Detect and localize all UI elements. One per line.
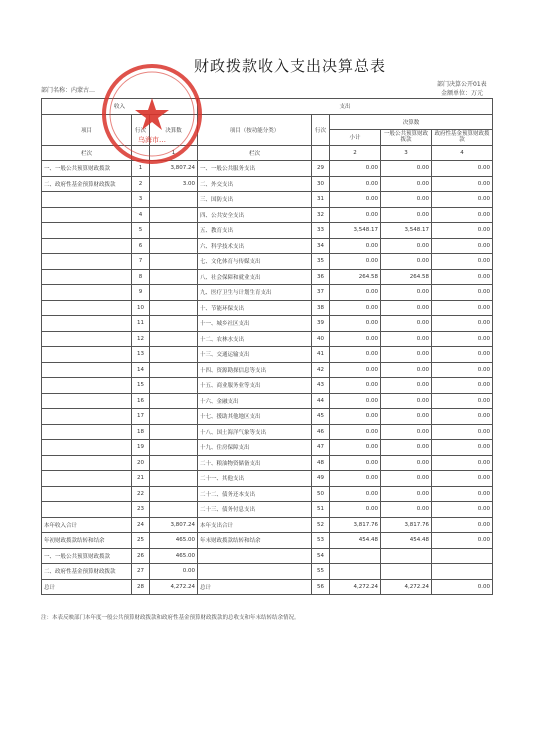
expense-subtotal: 0.00 bbox=[330, 176, 381, 192]
expense-subtotal: 0.00 bbox=[330, 192, 381, 208]
income-item: 一、一般公共预算财政拨款 bbox=[42, 161, 132, 177]
table-row bbox=[42, 223, 493, 239]
expense-item: 五、教育支出 bbox=[198, 223, 312, 239]
expense-gov-fund: 0.00 bbox=[432, 378, 493, 394]
income-amount bbox=[150, 362, 198, 378]
expense-gov-fund bbox=[432, 564, 493, 580]
expense-item: 六、科学技术支出 bbox=[198, 238, 312, 254]
expense-item-header: 项目（按功能分类） bbox=[198, 114, 312, 145]
expense-item: 二十三、债务付息支出 bbox=[198, 502, 312, 518]
expense-general-budget: 0.00 bbox=[381, 192, 432, 208]
income-row-no: 18 bbox=[132, 424, 150, 440]
expense-item: 十七、援助其他地区支出 bbox=[198, 409, 312, 425]
table-row bbox=[42, 176, 493, 192]
expense-gov-fund: 0.00 bbox=[432, 440, 493, 456]
table-row bbox=[42, 331, 493, 347]
expense-row-no: 31 bbox=[312, 192, 330, 208]
expense-subtotal: 0.00 bbox=[330, 471, 381, 487]
expense-gov-fund: 0.00 bbox=[432, 238, 493, 254]
expense-subtotal: 0.00 bbox=[330, 300, 381, 316]
expense-item: 八、社会保障和就业支出 bbox=[198, 269, 312, 285]
expense-subtotal: 0.00 bbox=[330, 238, 381, 254]
income-item: 年初财政拨款结转和结余 bbox=[42, 533, 132, 549]
income-row-no: 11 bbox=[132, 316, 150, 332]
table-row bbox=[42, 579, 493, 595]
expense-gov-fund: 0.00 bbox=[432, 331, 493, 347]
income-row-no: 9 bbox=[132, 285, 150, 301]
expense-gov-fund: 0.00 bbox=[432, 192, 493, 208]
income-row-no: 3 bbox=[132, 192, 150, 208]
income-item bbox=[42, 269, 132, 285]
expense-general-budget: 0.00 bbox=[381, 471, 432, 487]
income-row-no: 28 bbox=[132, 579, 150, 595]
income-amount: 3.00 bbox=[150, 176, 198, 192]
expense-item: 二十、粮油物资储备支出 bbox=[198, 455, 312, 471]
income-item bbox=[42, 471, 132, 487]
expense-gov-fund: 0.00 bbox=[432, 362, 493, 378]
income-item bbox=[42, 316, 132, 332]
income-row-no: 24 bbox=[132, 517, 150, 533]
income-row-no: 17 bbox=[132, 409, 150, 425]
footnote: 注：本表反映部门本年度一般公共预算财政拨款和政府性基金预算财政拨款的总收支和年末结转结余情况。 bbox=[41, 615, 300, 621]
expense-gov-fund: 0.00 bbox=[432, 254, 493, 270]
seal-text: 乌海市… bbox=[138, 136, 166, 144]
income-item bbox=[42, 300, 132, 316]
income-item bbox=[42, 440, 132, 456]
income-amount: 3,807.24 bbox=[150, 517, 198, 533]
expense-subtotal: 264.58 bbox=[330, 269, 381, 285]
expense-subtotal: 0.00 bbox=[330, 424, 381, 440]
expense-item: 一、一般公共服务支出 bbox=[198, 161, 312, 177]
income-amount bbox=[150, 440, 198, 456]
income-row-no: 22 bbox=[132, 486, 150, 502]
expense-row-no: 39 bbox=[312, 316, 330, 332]
expense-row-no: 43 bbox=[312, 378, 330, 394]
expense-subtotal: 3,548.17 bbox=[330, 223, 381, 239]
expense-gov-fund: 0.00 bbox=[432, 161, 493, 177]
table-row bbox=[42, 440, 493, 456]
expense-general-budget: 0.00 bbox=[381, 254, 432, 270]
expense-row-no: 44 bbox=[312, 393, 330, 409]
expense-general-budget: 0.00 bbox=[381, 347, 432, 363]
expense-general-budget: 4,272.24 bbox=[381, 579, 432, 595]
income-amount bbox=[150, 424, 198, 440]
income-item bbox=[42, 455, 132, 471]
expense-gov-fund: 0.00 bbox=[432, 424, 493, 440]
income-item: 总计 bbox=[42, 579, 132, 595]
expense-subtotal bbox=[330, 548, 381, 564]
income-item bbox=[42, 192, 132, 208]
income-row-no: 23 bbox=[132, 502, 150, 518]
income-amount bbox=[150, 331, 198, 347]
table-row bbox=[42, 517, 493, 533]
table-row bbox=[42, 393, 493, 409]
expense-subtotal: 0.00 bbox=[330, 378, 381, 394]
column-index-label: 栏次 bbox=[198, 145, 312, 161]
income-row-no: 21 bbox=[132, 471, 150, 487]
expense-row-no: 36 bbox=[312, 269, 330, 285]
income-row-no: 10 bbox=[132, 300, 150, 316]
income-amount bbox=[150, 207, 198, 223]
table-row bbox=[42, 269, 493, 285]
expense-subtotal: 0.00 bbox=[330, 362, 381, 378]
income-row-no: 6 bbox=[132, 238, 150, 254]
column-index-2: 2 bbox=[330, 145, 381, 161]
expense-row-no: 52 bbox=[312, 517, 330, 533]
income-row-no: 27 bbox=[132, 564, 150, 580]
expense-group-header: 支出 bbox=[198, 99, 493, 115]
expense-row-no: 29 bbox=[312, 161, 330, 177]
expense-row-no: 42 bbox=[312, 362, 330, 378]
expense-item: 二、外交支出 bbox=[198, 176, 312, 192]
income-amount bbox=[150, 254, 198, 270]
page-title: 财政拨款收入支出决算总表 bbox=[193, 57, 386, 75]
income-amount bbox=[150, 300, 198, 316]
income-item bbox=[42, 486, 132, 502]
expense-subtotal: 0.00 bbox=[330, 440, 381, 456]
expense-item: 十一、城乡社区支出 bbox=[198, 316, 312, 332]
expense-item: 十五、商业服务业等支出 bbox=[198, 378, 312, 394]
income-item bbox=[42, 238, 132, 254]
expense-general-budget: 0.00 bbox=[381, 486, 432, 502]
expense-gov-fund: 0.00 bbox=[432, 207, 493, 223]
column-index-1: 1 bbox=[150, 145, 198, 161]
expense-gov-fund: 0.00 bbox=[432, 517, 493, 533]
expense-row-no-header: 行次 bbox=[312, 114, 330, 145]
expense-subtotal: 0.00 bbox=[330, 486, 381, 502]
general-budget-header: 一般公共预算财政拨款 bbox=[381, 130, 432, 146]
income-row-no-header: 行次 bbox=[132, 114, 150, 145]
expense-row-no: 49 bbox=[312, 471, 330, 487]
table-row bbox=[42, 285, 493, 301]
expense-row-no: 40 bbox=[312, 331, 330, 347]
expense-general-budget: 0.00 bbox=[381, 176, 432, 192]
expense-gov-fund: 0.00 bbox=[432, 269, 493, 285]
expense-general-budget: 0.00 bbox=[381, 161, 432, 177]
income-amount bbox=[150, 486, 198, 502]
table-row bbox=[42, 502, 493, 518]
income-row-no: 13 bbox=[132, 347, 150, 363]
income-item bbox=[42, 285, 132, 301]
income-amount: 4,272.24 bbox=[150, 579, 198, 595]
income-row-no: 25 bbox=[132, 533, 150, 549]
expense-row-no: 45 bbox=[312, 409, 330, 425]
income-group-header: 收入 bbox=[42, 99, 198, 115]
expense-item: 总计 bbox=[198, 579, 312, 595]
expense-subtotal: 0.00 bbox=[330, 455, 381, 471]
star-icon bbox=[135, 98, 169, 130]
income-row-no: 14 bbox=[132, 362, 150, 378]
expense-subtotal: 0.00 bbox=[330, 502, 381, 518]
income-amount: 3,807.24 bbox=[150, 161, 198, 177]
expense-row-no: 53 bbox=[312, 533, 330, 549]
expense-item: 十九、住房保障支出 bbox=[198, 440, 312, 456]
expense-row-no: 46 bbox=[312, 424, 330, 440]
expense-general-budget: 0.00 bbox=[381, 502, 432, 518]
expense-row-no: 47 bbox=[312, 440, 330, 456]
expense-row-no: 56 bbox=[312, 579, 330, 595]
expense-item: 十二、农林水支出 bbox=[198, 331, 312, 347]
table-row bbox=[42, 455, 493, 471]
expense-general-budget: 0.00 bbox=[381, 300, 432, 316]
income-item bbox=[42, 207, 132, 223]
expense-gov-fund: 0.00 bbox=[432, 176, 493, 192]
column-index-label: 栏次 bbox=[42, 145, 132, 161]
expense-item: 年末财政拨款结转和结余 bbox=[198, 533, 312, 549]
expense-general-budget bbox=[381, 548, 432, 564]
expense-subtotal: 4,272.24 bbox=[330, 579, 381, 595]
income-item: 一、一般公共预算财政拨款 bbox=[42, 548, 132, 564]
expense-item: 十四、资源勘探信息等支出 bbox=[198, 362, 312, 378]
expense-gov-fund: 0.00 bbox=[432, 223, 493, 239]
table-row bbox=[42, 548, 493, 564]
expense-item: 十三、交通运输支出 bbox=[198, 347, 312, 363]
income-item: 本年收入合计 bbox=[42, 517, 132, 533]
column-index-3: 3 bbox=[381, 145, 432, 161]
income-row-no: 7 bbox=[132, 254, 150, 270]
income-amount-header: 决算数 bbox=[150, 114, 198, 145]
income-amount bbox=[150, 393, 198, 409]
income-row-no: 19 bbox=[132, 440, 150, 456]
expense-gov-fund: 0.00 bbox=[432, 533, 493, 549]
expense-general-budget: 454.48 bbox=[381, 533, 432, 549]
income-item bbox=[42, 223, 132, 239]
income-row-no: 1 bbox=[132, 161, 150, 177]
expense-general-budget: 0.00 bbox=[381, 316, 432, 332]
expense-gov-fund: 0.00 bbox=[432, 347, 493, 363]
table-row bbox=[42, 192, 493, 208]
income-row-no: 12 bbox=[132, 331, 150, 347]
income-item-header: 项目 bbox=[42, 114, 132, 145]
expense-general-budget: 0.00 bbox=[381, 455, 432, 471]
expense-gov-fund: 0.00 bbox=[432, 486, 493, 502]
income-amount bbox=[150, 471, 198, 487]
expense-general-budget: 0.00 bbox=[381, 378, 432, 394]
expense-item: 二十二、债务还本支出 bbox=[198, 486, 312, 502]
income-row-no: 20 bbox=[132, 455, 150, 471]
income-item bbox=[42, 424, 132, 440]
income-amount bbox=[150, 502, 198, 518]
income-item bbox=[42, 393, 132, 409]
income-row-no: 2 bbox=[132, 176, 150, 192]
expense-gov-fund: 0.00 bbox=[432, 300, 493, 316]
form-number: 部门决算公开01表 bbox=[437, 81, 487, 88]
expense-general-budget: 3,817.76 bbox=[381, 517, 432, 533]
expense-general-budget: 0.00 bbox=[381, 285, 432, 301]
table-row bbox=[42, 254, 493, 270]
expense-item: 十八、国土海洋气象等支出 bbox=[198, 424, 312, 440]
table-row bbox=[42, 300, 493, 316]
income-item bbox=[42, 254, 132, 270]
income-amount bbox=[150, 192, 198, 208]
expense-row-no: 41 bbox=[312, 347, 330, 363]
table-row bbox=[42, 207, 493, 223]
expense-item bbox=[198, 548, 312, 564]
income-item: 二、政府性基金预算财政拨款 bbox=[42, 176, 132, 192]
expense-general-budget: 0.00 bbox=[381, 424, 432, 440]
expense-subtotal: 0.00 bbox=[330, 347, 381, 363]
expense-general-budget: 0.00 bbox=[381, 238, 432, 254]
expense-row-no: 33 bbox=[312, 223, 330, 239]
table-row bbox=[42, 533, 493, 549]
income-row-no: 26 bbox=[132, 548, 150, 564]
income-amount bbox=[150, 285, 198, 301]
income-item bbox=[42, 409, 132, 425]
expense-row-no: 37 bbox=[312, 285, 330, 301]
income-amount bbox=[150, 269, 198, 285]
income-row-no: 16 bbox=[132, 393, 150, 409]
income-amount bbox=[150, 316, 198, 332]
income-item bbox=[42, 378, 132, 394]
table-row bbox=[42, 316, 493, 332]
expense-row-no: 35 bbox=[312, 254, 330, 270]
income-row-no: 8 bbox=[132, 269, 150, 285]
expense-gov-fund: 0.00 bbox=[432, 579, 493, 595]
expense-general-budget: 264.58 bbox=[381, 269, 432, 285]
expense-gov-fund: 0.00 bbox=[432, 409, 493, 425]
table-row bbox=[42, 564, 493, 580]
expense-item: 十六、金融支出 bbox=[198, 393, 312, 409]
income-amount: 465.00 bbox=[150, 548, 198, 564]
table-row bbox=[42, 471, 493, 487]
table-row bbox=[42, 424, 493, 440]
unit-label: 金额单位：万元 bbox=[441, 90, 484, 97]
income-amount: 465.00 bbox=[150, 533, 198, 549]
department-name: 部门名称：内蒙古… bbox=[41, 87, 96, 94]
expense-subtotal: 3,817.76 bbox=[330, 517, 381, 533]
expense-gov-fund: 0.00 bbox=[432, 502, 493, 518]
income-amount bbox=[150, 238, 198, 254]
gov-fund-header: 政府性基金预算财政拨款 bbox=[432, 130, 493, 146]
expense-row-no: 38 bbox=[312, 300, 330, 316]
expense-general-budget: 0.00 bbox=[381, 207, 432, 223]
expense-general-budget: 0.00 bbox=[381, 393, 432, 409]
expense-subtotal bbox=[330, 564, 381, 580]
expense-gov-fund: 0.00 bbox=[432, 455, 493, 471]
income-item bbox=[42, 347, 132, 363]
income-amount: 0.00 bbox=[150, 564, 198, 580]
decision-group-header: 决算数 bbox=[330, 114, 493, 130]
expense-gov-fund bbox=[432, 548, 493, 564]
expense-item: 二十一、其他支出 bbox=[198, 471, 312, 487]
expense-row-no: 34 bbox=[312, 238, 330, 254]
expense-gov-fund: 0.00 bbox=[432, 471, 493, 487]
expense-general-budget bbox=[381, 564, 432, 580]
table-row bbox=[42, 378, 493, 394]
expense-gov-fund: 0.00 bbox=[432, 285, 493, 301]
expense-row-no: 54 bbox=[312, 548, 330, 564]
income-row-no: 4 bbox=[132, 207, 150, 223]
budget-table bbox=[41, 98, 493, 595]
income-row-no: 15 bbox=[132, 378, 150, 394]
expense-subtotal: 0.00 bbox=[330, 331, 381, 347]
expense-subtotal: 0.00 bbox=[330, 285, 381, 301]
expense-subtotal: 454.48 bbox=[330, 533, 381, 549]
income-item bbox=[42, 331, 132, 347]
income-row-no: 5 bbox=[132, 223, 150, 239]
expense-gov-fund: 0.00 bbox=[432, 393, 493, 409]
table-row bbox=[42, 486, 493, 502]
expense-subtotal: 0.00 bbox=[330, 207, 381, 223]
expense-general-budget: 0.00 bbox=[381, 362, 432, 378]
income-item: 二、政府性基金预算财政拨款 bbox=[42, 564, 132, 580]
expense-row-no: 51 bbox=[312, 502, 330, 518]
income-amount bbox=[150, 409, 198, 425]
table-row bbox=[42, 409, 493, 425]
income-amount bbox=[150, 378, 198, 394]
income-amount bbox=[150, 455, 198, 471]
expense-item: 三、国防支出 bbox=[198, 192, 312, 208]
table-row bbox=[42, 347, 493, 363]
expense-row-no: 55 bbox=[312, 564, 330, 580]
table-row bbox=[42, 238, 493, 254]
income-amount bbox=[150, 347, 198, 363]
expense-item: 九、医疗卫生与计划生育支出 bbox=[198, 285, 312, 301]
income-amount bbox=[150, 223, 198, 239]
expense-general-budget: 3,548.17 bbox=[381, 223, 432, 239]
column-index-4: 4 bbox=[432, 145, 493, 161]
expense-general-budget: 0.00 bbox=[381, 331, 432, 347]
expense-row-no: 50 bbox=[312, 486, 330, 502]
expense-item bbox=[198, 564, 312, 580]
subtotal-header: 小计 bbox=[330, 130, 381, 146]
expense-subtotal: 0.00 bbox=[330, 393, 381, 409]
official-seal bbox=[100, 62, 204, 166]
expense-item: 四、公共安全支出 bbox=[198, 207, 312, 223]
expense-gov-fund: 0.00 bbox=[432, 316, 493, 332]
table-row bbox=[42, 362, 493, 378]
expense-subtotal: 0.00 bbox=[330, 161, 381, 177]
expense-row-no: 48 bbox=[312, 455, 330, 471]
expense-subtotal: 0.00 bbox=[330, 254, 381, 270]
expense-row-no: 30 bbox=[312, 176, 330, 192]
expense-general-budget: 0.00 bbox=[381, 440, 432, 456]
income-item bbox=[42, 502, 132, 518]
expense-item: 十、节能环保支出 bbox=[198, 300, 312, 316]
expense-row-no: 32 bbox=[312, 207, 330, 223]
expense-subtotal: 0.00 bbox=[330, 409, 381, 425]
expense-item: 本年支出合计 bbox=[198, 517, 312, 533]
expense-general-budget: 0.00 bbox=[381, 409, 432, 425]
expense-item: 七、文化体育与传媒支出 bbox=[198, 254, 312, 270]
expense-subtotal: 0.00 bbox=[330, 316, 381, 332]
income-item bbox=[42, 362, 132, 378]
